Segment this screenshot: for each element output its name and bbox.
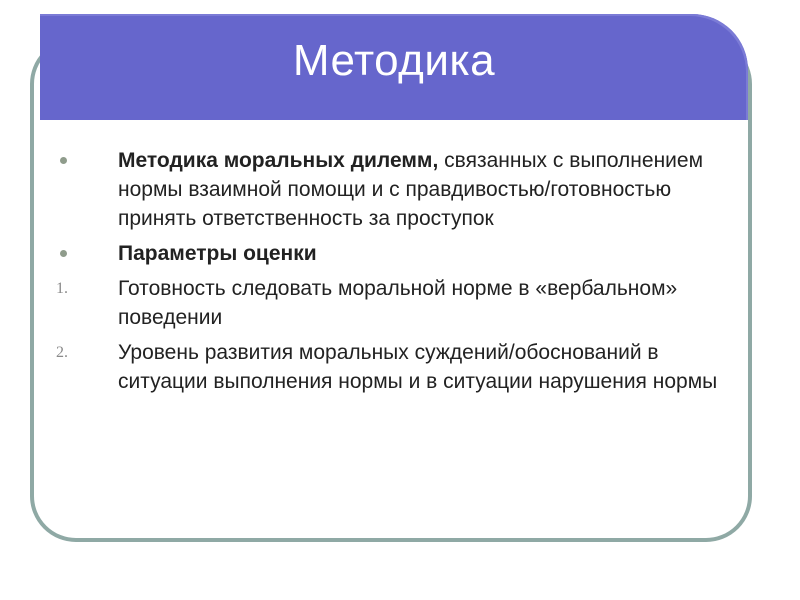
bullet-icon [60,157,67,164]
slide-title: Методика [292,36,496,85]
list-item [56,274,736,332]
list-number: 1. [56,280,68,297]
item-bold-text: Методика моральных дилемм, [118,149,439,172]
list-item [56,338,736,396]
slide-body [56,146,736,402]
list-item [56,239,736,268]
item-bold-text: Параметры оценки [118,242,317,265]
item-text: Уровень развития моральных суждений/обоснований в ситуации выполнения нормы и в ситуации нарушения нормы [118,341,718,393]
list-item [56,146,736,233]
item-text: связанных с выполнением нормы взаимной помощи и с правдивостью/готовностью принять ответственность за проступок [118,149,704,230]
title-bar [40,14,748,120]
item-text: Готовность следовать моральной норме в «вербальном» поведении [118,277,678,329]
title-underline [40,120,706,124]
list-number: 2. [56,344,68,361]
bullet-icon [60,250,67,257]
